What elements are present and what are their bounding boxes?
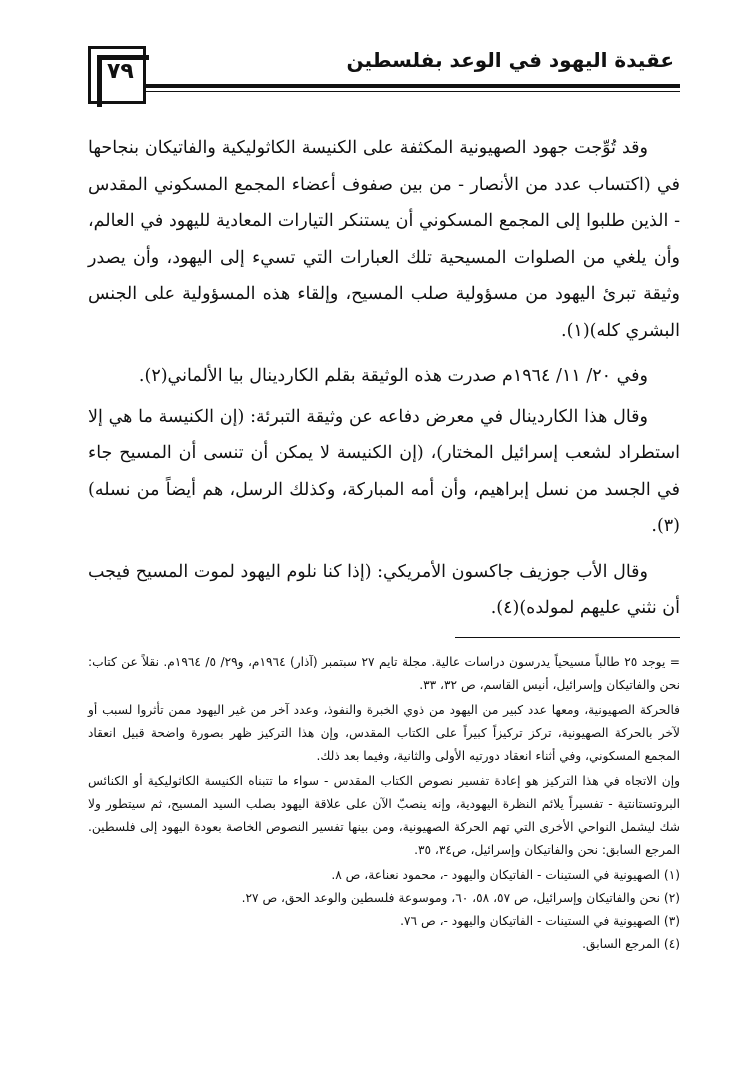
- main-text: [88, 130, 680, 636]
- footnote-item: (١) الصهيونية في الستينات - الفاتيكان واليهود -، محمود نعناعة، ص ٨.: [331, 868, 680, 882]
- body-paragraph: وقال هذا الكاردينال في معرض دفاعه عن وثيقة التبرئة: (إن الكنيسة ما هي إلا استطراد لشعب إسرائيل المختار)، (إن الكنيسة لا يمكن أن تنسى أن المسيح جاء في الجسد من نسل إبراهيم، وأن أمه المباركة، وكذلك الرسل، هم أيضاً من نسله)(٣).: [88, 406, 680, 536]
- footnote-continuation: فالحركة الصهيونية، ومعها عدد كبير من اليهود من ذوي الخبرة والنفوذ، وعدد آخر من غير اليهود ممن تأثروا لسبب أو لآخر بالحركة الصهيونية، تركز تركيزاً كبيراً على الكتاب المقدس، وإن هذا التركيز ظهر بصورة واضحة قبيل انعقاد المجمع المسكوني، وفي أثناء انعقاد دورتيه الأولى والثانية، وفيما بعد ذلك.: [88, 703, 680, 763]
- body-paragraph: وفي ٢٠/ ١١/ ١٩٦٤م صدرت هذه الوثيقة بقلم الكاردينال بيا الألماني(٢).: [138, 366, 648, 386]
- footnote-item: (٤) المرجع السابق.: [582, 937, 680, 951]
- page-number-frame: [88, 46, 146, 104]
- header-rule-thin: [146, 91, 680, 92]
- footnote-list: [88, 864, 680, 956]
- page-header: [88, 38, 680, 110]
- running-title: عقيدة اليهود في الوعد بفلسطين: [346, 48, 674, 72]
- footnote-continuation: وإن الاتجاه في هذا التركيز هو إعادة تفسير نصوص الكتاب المقدس - سواء ما تتبناه الكنيسة الكاثوليكية أو الكنائس البروتستانتية - تفسيراً يلائم النظرة اليهودية، وإنه ينصبّ الآن على علاقة اليهود بصلب السيد المسيح، ثم سيتطور ولا شك ليشمل النواحي الأخرى التي تهم الحركة الصهيونية، ومن بينها تفسير النصوص الخاصة بعودة اليهود إلى فلسطين. المرجع السابق: نحن والفاتيكان وإسرائيل، ص٣٤، ٣٥.: [88, 774, 680, 857]
- footnote-item: (٣) الصهيونية في الستينات - الفاتيكان واليهود -، ص ٧٦.: [400, 914, 680, 928]
- body-paragraph: وقال الأب جوزيف جاكسون الأمريكي: (إذا كنا نلوم اليهود لموت المسيح فيجب أن نثني عليهم لمولده)(٤).: [88, 561, 680, 618]
- footnote-continuation: = يوجد ٢٥ طالباً مسيحياً يدرسون دراسات عالية. مجلة تايم ٢٧ سبتمبر (آذار) ١٩٦٤م، و٢٩/ ٥/ ١٩٦٤م. نقلاً عن كتاب: نحن والفاتيكان وإسرائيل، أنيس القاسم، ص ٣٢، ٣٣.: [88, 655, 680, 692]
- footnote-item: (٢) نحن والفاتيكان وإسرائيل، ص ٥٧، ٥٨، ٦٠، وموسوعة فلسطين والوعد الحق، ص ٢٧.: [241, 891, 680, 905]
- body-paragraph: وقد تُوِّجت جهود الصهيونية المكثفة على الكنيسة الكاثوليكية والفاتيكان بنجاحها في (اكتساب عدد من الأنصار - من بين صفوف أعضاء المجمع المسكوني المقدس - الذين طلبوا إلى المجمع المسكوني أن يستنكر التيارات المعادية لليهود في العالم، وأن يلغي من الصلوات المسيحية تلك العبارات التي تسيء إلى اليهود، وأن يصدر وثيقة تبرئ اليهود من مسؤولية صلب المسيح، وإلقاء هذه المسؤولية على الجنس البشري كله)(١).: [88, 138, 680, 341]
- footnotes: [88, 651, 680, 956]
- page-number: ٧٩: [107, 59, 134, 84]
- header-rule-thick: [146, 84, 680, 88]
- footnote-separator: [455, 637, 680, 638]
